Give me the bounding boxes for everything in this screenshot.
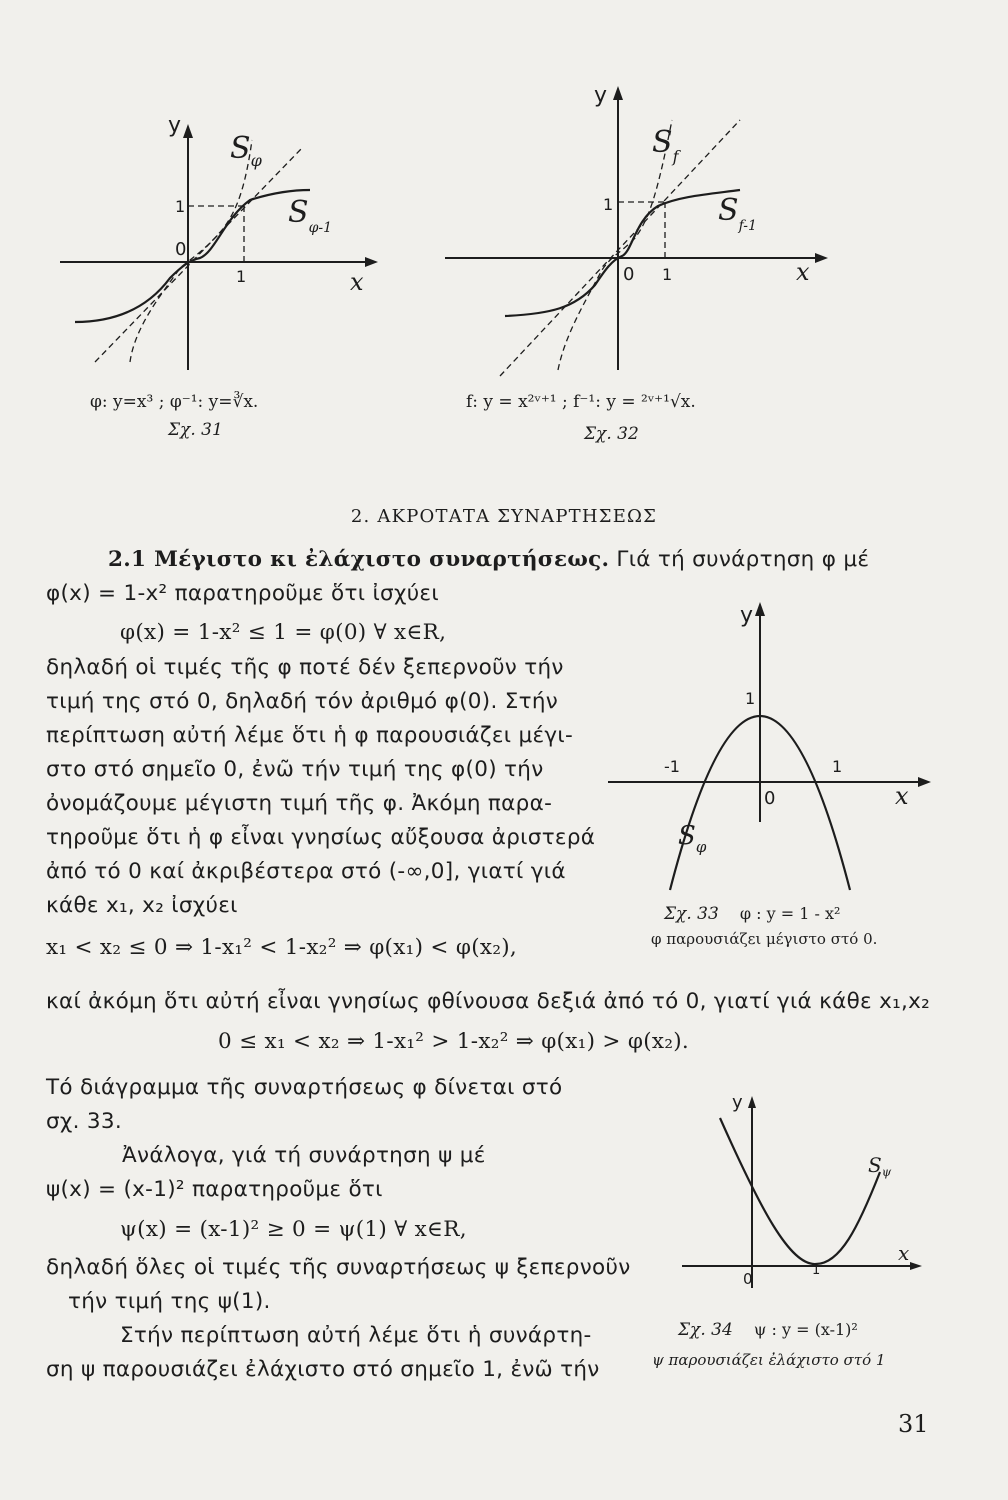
fig34-one-x: 1 xyxy=(812,1263,821,1278)
fig34-x-label: x xyxy=(898,1241,910,1265)
fig32-s-f: $S_f$ xyxy=(652,125,679,166)
fig31-s-inv: $S_{\varphi-1}$ xyxy=(288,195,333,236)
fig33-y-label: y xyxy=(740,603,754,628)
fig33-origin-label: 0 xyxy=(764,788,776,809)
line-13: σχ. 33. xyxy=(46,1109,123,1134)
page-number: 31 xyxy=(898,1410,929,1438)
fig34-s-psi: $S_\psi$ xyxy=(868,1153,892,1179)
line-11: καί ἀκόμη ὅτι αὐτή εἶναι γνησίως φθίνουσα δεξιά ἀπό τό 0, γιατί γιά κάθε x₁,x₂ xyxy=(46,989,931,1014)
fig32-one-y: 1 xyxy=(603,195,614,214)
fig31-caption: Σχ. 31 xyxy=(168,420,223,440)
figure-32 xyxy=(440,80,840,390)
fig32-one-x: 1 xyxy=(662,265,673,284)
fig34-parabola xyxy=(720,1118,880,1264)
fig32-x-label: x xyxy=(796,258,810,286)
fig34-caption-formula: ψ : y = (x-1)² xyxy=(753,1320,858,1339)
figure-34 xyxy=(680,1088,950,1308)
line-10: κάθε x₁, x₂ ἰσχύει xyxy=(46,893,238,918)
fig31-cube-curve xyxy=(75,190,310,322)
fig34-caption-text: ψ παρουσιάζει ἐλάχιστο στό 1 xyxy=(652,1351,886,1369)
fig31-cuberoot-curve xyxy=(130,140,252,362)
fig33-one-y: 1 xyxy=(745,689,756,708)
fig34-origin-label: 0 xyxy=(743,1270,753,1288)
fig31-one-x: 1 xyxy=(236,267,247,286)
equation-1: φ(x) = 1-x² ≤ 1 = φ(0) ∀ x∈R, xyxy=(120,620,447,645)
line-14: Ἀνάλογα, γιά τή συνάρτηση ψ μέ xyxy=(122,1143,486,1168)
fig31-y-label: y xyxy=(168,113,182,138)
fig32-odd-power-curve xyxy=(505,190,740,316)
line-5: περίπτωση αὐτή λέμε ὅτι ἡ φ παρουσιάζει μέγι- xyxy=(46,723,574,748)
fig33-caption-line xyxy=(664,904,840,924)
fig32-diagonal xyxy=(500,120,740,376)
line-1-text: Γιά τή συνάρτηση φ μέ xyxy=(616,547,870,572)
fig32-y-label: y xyxy=(594,83,608,108)
fig34-caption-line xyxy=(678,1320,858,1340)
fig31-formula: φ: y=x³ ; φ⁻¹: y=∛x. xyxy=(90,392,259,412)
line-3: δηλαδή οἱ τιμές τῆς φ ποτέ δέν ξεπερνοῦν τήν xyxy=(46,655,564,680)
fig34-caption-num: Σχ. 34 xyxy=(678,1320,733,1340)
line-8: τηροῦμε ὅτι ἡ φ εἶναι γνησίως αὔξουσα ἀριστερά xyxy=(46,825,596,850)
equation-4: ψ(x) = (x-1)² ≥ 0 = ψ(1) ∀ x∈R, xyxy=(120,1217,467,1242)
fig31-one-y: 1 xyxy=(175,197,186,216)
fig32-origin-label: 0 xyxy=(623,264,635,285)
line-7: ὀνομάζουμε μέγιστη τιμή τῆς φ. Ἀκόμη παρα- xyxy=(46,791,553,816)
fig31-diagonal xyxy=(95,148,302,362)
fig33-caption-formula: φ : y = 1 - x² xyxy=(739,904,841,923)
line-17: τήν τιμή της ψ(1). xyxy=(68,1289,271,1314)
fig31-x-label: x xyxy=(350,268,364,296)
fig32-s-inv: $S_{f-1}$ xyxy=(718,193,757,234)
line-6: στο στό σημεῖο 0, ἐνῶ τήν τιμή της φ(0) τήν xyxy=(46,757,544,782)
figure-33 xyxy=(600,592,940,892)
line-4: τιμή της στό 0, δηλαδή τόν ἀριθμό φ(0). Στήν xyxy=(46,689,559,714)
equation-3: 0 ≤ x₁ < x₂ ⇒ 1-x₁² > 1-x₂² ⇒ φ(x₁) > φ(x₂). xyxy=(218,1029,690,1054)
fig33-caption-text: φ παρουσιάζει μέγιστο στό 0. xyxy=(651,930,878,948)
line-19: ση ψ παρουσιάζει ἐλάχιστο στό σημεῖο 1, ἐνῶ τήν xyxy=(46,1357,600,1382)
fig33-s-phi: $S_\varphi$ xyxy=(678,821,707,856)
line-12: Τό διάγραμμα τῆς συναρτήσεως φ δίνεται στό xyxy=(46,1075,563,1100)
line-1 xyxy=(108,544,869,576)
fig32-formula: f: y = x²ᵛ⁺¹ ; f⁻¹: y = ²ᵛ⁺¹√x. xyxy=(466,392,696,412)
fig31-origin-label: 0 xyxy=(175,239,187,260)
line-2: φ(x) = 1-x² παρατηροῦμε ὅτι ἰσχύει xyxy=(46,581,439,606)
fig34-y-label: y xyxy=(732,1092,743,1113)
line-18: Στήν περίπτωση αὐτή λέμε ὅτι ἡ συνάρτη- xyxy=(120,1323,592,1348)
line-15: ψ(x) = (x-1)² παρατηροῦμε ὅτι xyxy=(46,1177,383,1202)
fig31-s-phi: $S_\varphi$ xyxy=(230,131,262,170)
fig33-x-label: x xyxy=(895,782,909,810)
fig33-plus-one: 1 xyxy=(832,757,843,776)
section-title: 2. ΑΚΡΟΤΑΤΑ ΣΥΝΑΡΤΗΣΕΩΣ xyxy=(350,506,658,527)
line-16: δηλαδή ὅλες οἱ τιμές τῆς συναρτήσεως ψ ξεπερνοῦν xyxy=(46,1255,631,1280)
line-9: ἀπό τό 0 καί ἀκριβέστερα στό (-∞,0], γιατί γιά xyxy=(46,859,566,884)
equation-2: x₁ < x₂ ≤ 0 ⇒ 1-x₁² < 1-x₂² ⇒ φ(x₁) < φ(x₂), xyxy=(46,935,518,960)
fig32-caption: Σχ. 32 xyxy=(584,424,639,444)
fig33-minus-one: -1 xyxy=(664,757,680,776)
figure-31 xyxy=(40,100,390,380)
subsection-title: 2.1 Μέγιστο κι ἐλάχιστο συναρτήσεως. xyxy=(108,547,610,572)
fig33-caption-num: Σχ. 33 xyxy=(664,904,719,924)
